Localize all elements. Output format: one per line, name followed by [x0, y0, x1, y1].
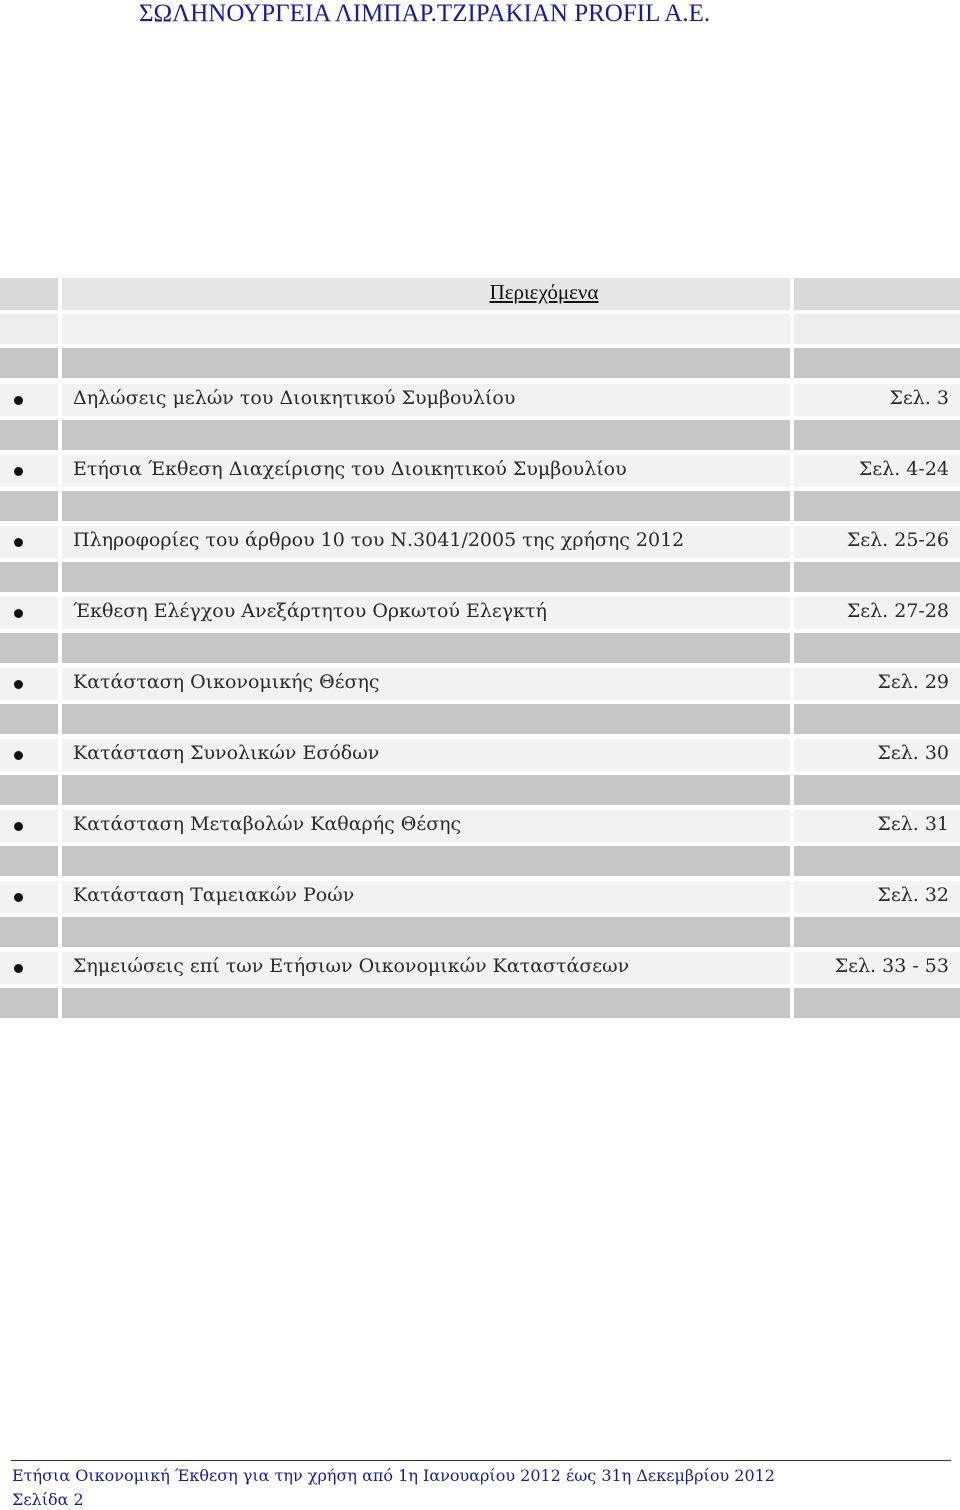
- toc-entry-label: Κατάσταση Συνολικών Εσόδων: [73, 742, 380, 764]
- bullet-icon: [14, 538, 23, 547]
- toc-spacer: [0, 704, 960, 734]
- toc-entry-page: Σελ. 25-26: [846, 529, 949, 551]
- bullet-icon: [14, 609, 23, 618]
- toc-title: Περιεχόμενα: [489, 280, 599, 304]
- toc-spacer: [0, 988, 960, 1018]
- toc-spacer: [0, 917, 960, 947]
- toc-title-row: [0, 278, 960, 310]
- toc-entry-label: Σημειώσεις επί των Ετήσιων Οικονομικών Καταστάσεων: [73, 955, 630, 977]
- bullet-icon: [14, 467, 23, 476]
- bullet-icon: [14, 964, 23, 973]
- footer-page-number: Σελίδα 2: [12, 1490, 84, 1509]
- toc-entry-page: Σελ. 27-28: [846, 600, 949, 622]
- footer-divider: [11, 1460, 951, 1461]
- toc-entry-label: Δηλώσεις μελών του Διοικητικού Συμβουλίου: [73, 387, 516, 409]
- toc-entry-label: Έκθεση Ελέγχου Ανεξάρτητου Ορκωτού Ελεγκτή: [73, 600, 547, 622]
- toc-entry-label: Κατάσταση Μεταβολών Καθαρής Θέσης: [73, 813, 462, 835]
- toc-entry[interactable]: [0, 526, 960, 558]
- toc-entry-label: Ετήσια Έκθεση Διαχείρισης του Διοικητικού Συμβουλίου: [73, 458, 627, 480]
- toc-entry-label: Κατάσταση Ταμειακών Ροών: [73, 884, 355, 906]
- toc-entry-page: Σελ. 33 - 53: [834, 955, 949, 977]
- footer-report-title: Ετήσια Οικονομική Έκθεση για την χρήση από 1η Ιανουαρίου 2012 έως 31η Δεκεμβρίου 2012: [12, 1466, 775, 1485]
- toc-spacer: [0, 314, 960, 344]
- toc-entry[interactable]: [0, 739, 960, 771]
- toc-spacer: [0, 633, 960, 663]
- bullet-icon: [14, 822, 23, 831]
- toc-spacer: [0, 491, 960, 521]
- toc-entry[interactable]: [0, 952, 960, 984]
- toc-entry-page: Σελ. 31: [877, 813, 949, 835]
- bullet-icon: [14, 751, 23, 760]
- table-of-contents: [0, 278, 960, 1022]
- toc-spacer: [0, 562, 960, 592]
- bullet-icon: [14, 893, 23, 902]
- toc-entry[interactable]: [0, 455, 960, 487]
- toc-spacer: [0, 846, 960, 876]
- toc-entry-page: Σελ. 3: [889, 387, 949, 409]
- toc-entry[interactable]: [0, 810, 960, 842]
- toc-entry-label: Κατάσταση Οικονομικής Θέσης: [73, 671, 380, 693]
- toc-spacer: [0, 348, 960, 378]
- toc-entry[interactable]: [0, 384, 960, 416]
- bullet-icon: [14, 680, 23, 689]
- company-name: ΣΩΛΗΝΟΥΡΓΕΙΑ ΛΙΜΠΑΡ.ΤΖΙΡΑΚΙΑΝ PROFIL A.E.: [139, 0, 711, 27]
- toc-entry[interactable]: [0, 881, 960, 913]
- toc-spacer: [0, 775, 960, 805]
- toc-entry-label: Πληροφορίες του άρθρου 10 του Ν.3041/2005 της χρήσης 2012: [73, 529, 685, 551]
- bullet-icon: [14, 396, 23, 405]
- toc-entry-page: Σελ. 4-24: [858, 458, 949, 480]
- toc-entry-page: Σελ. 30: [877, 742, 949, 764]
- toc-entry[interactable]: [0, 597, 960, 629]
- toc-entry[interactable]: [0, 668, 960, 700]
- toc-entry-page: Σελ. 29: [877, 671, 949, 693]
- toc-spacer: [0, 420, 960, 450]
- toc-entry-page: Σελ. 32: [877, 884, 949, 906]
